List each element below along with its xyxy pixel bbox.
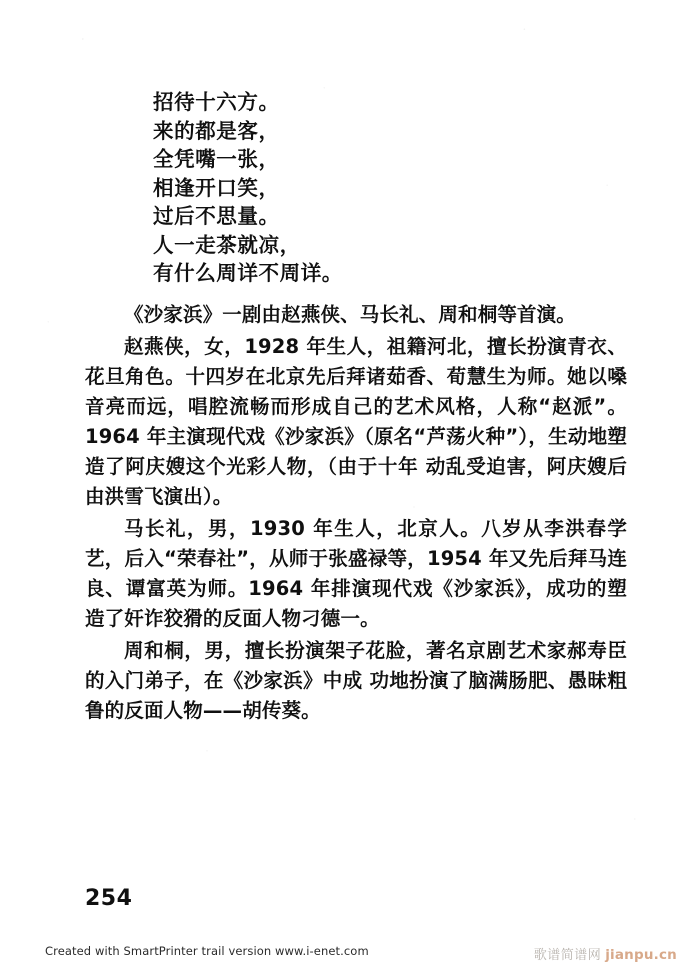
verse-line: 过后不思量。 [153, 204, 280, 228]
verse-line: 相逢开口笑， [153, 175, 280, 200]
paragraph-cast-intro: 《沙家浜》一剧由赵燕侠、马长礼、周和桐等首演。 [124, 303, 576, 326]
verse-line: 有什么周详不周详。 [153, 261, 343, 285]
site-watermark-cn: 歌谱简谱网 [533, 948, 602, 963]
printer-trial-note: Created with SmartPrinter trail version www.i-enet.com [45, 944, 369, 958]
verse-block [153, 88, 573, 288]
verse-line: 人一走茶就凉， [153, 232, 301, 257]
prose-block [85, 300, 627, 726]
verse-line: 招待十六方。 [153, 90, 280, 114]
verse-line: 全凭嘴一张， [153, 147, 280, 171]
paragraph-zhao-yanxia: 赵燕侠，女，1928 年生人，祖籍河北，擅长扮演青衣、花旦角色。十四岁在北京先后拜诸茹香、荀慧生为师。她以嗓音亮而远，唱腔流畅而形成自己的艺术风格，人称“赵派”。1964 年主演现代戏《沙家浜》（原名“芦荡火种”），生动地塑造了阿庆嫂这个光彩人物，（由于十年 动乱受迫害，阿庆嫂后由洪雪飞演出）。 [85, 335, 627, 508]
page-number: 254 [85, 886, 133, 911]
site-watermark-url: jianpu.cn [605, 947, 677, 963]
site-watermark [534, 944, 677, 963]
paragraph-ma-changli: 马长礼，男，1930 年生人，北京人。八岁从李洪春学艺，后入“荣春社”，从师于张盛禄等，1954 年又先后拜马连良、谭富英为师。1964 年排演现代戏《沙家浜》，成功的塑造了奸诈狡猾的反面人物刁德一。 [85, 517, 627, 630]
verse-line: 来的都是客， [153, 118, 280, 143]
paragraph-zhou-hetong: 周和桐，男，擅长扮演架子花脸，著名京剧艺术家郝寿臣的入门弟子，在《沙家浜》中成 功地扮演了脑满肠肥、愚昧粗鲁的反面人物——胡传葵。 [85, 639, 627, 722]
